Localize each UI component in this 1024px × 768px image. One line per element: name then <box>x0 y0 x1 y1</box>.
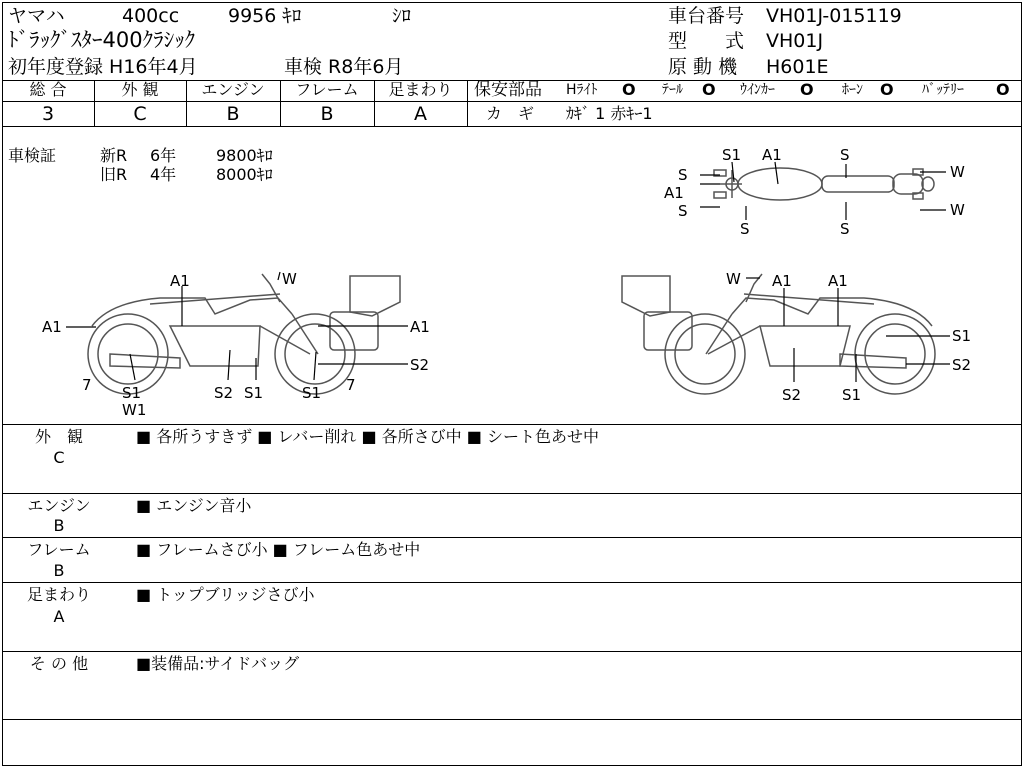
certificate-old-r: 旧R <box>100 165 128 184</box>
certificate-new-year: 6年 <box>150 146 177 165</box>
mark-a1-top2: A1 <box>762 146 782 164</box>
certificate-old-km: 8000ｷﾛ <box>216 165 273 184</box>
model-type-label: 型 式 <box>668 30 745 52</box>
engine-grade: B <box>226 103 240 125</box>
remark-grade: B <box>53 516 65 535</box>
mark-a1-left2: A1 <box>170 272 190 290</box>
key-label: カ ギ <box>486 104 535 123</box>
key-value: ｶｷﾞ 1 赤ｷｰ1 <box>566 104 653 123</box>
remark-text: ■ フレームさび小 ■ フレーム色あせ中 <box>136 540 421 559</box>
mark-w-left: W <box>282 270 297 288</box>
mark-a1-right2: A1 <box>828 272 848 290</box>
engine-number-label: 原 動 機 <box>668 56 738 78</box>
certificate-label: 車検証 <box>8 146 57 165</box>
remarks-divider-4 <box>2 651 1022 652</box>
remark-label: フレーム <box>27 540 91 559</box>
bike-top-view <box>714 168 934 200</box>
mark-s-top5: S <box>840 220 850 238</box>
remarks-divider-3 <box>2 582 1022 583</box>
overall-grade: 3 <box>41 103 55 125</box>
safety-divider <box>468 101 1022 102</box>
mark-s-top3: S <box>840 146 850 164</box>
mark-w-top2: W <box>950 201 965 219</box>
inspection-expiry: 車検 R8年6月 <box>284 56 404 78</box>
remarks-divider-1 <box>2 493 1022 494</box>
mark-s2-right2: S2 <box>782 386 802 404</box>
certificate-old-year: 4年 <box>150 165 177 184</box>
certificate-new-km: 9800ｷﾛ <box>216 146 273 165</box>
grade-col-5 <box>467 80 468 126</box>
remarks-bottom <box>2 719 1022 720</box>
overall-grade-label: 総 合 <box>29 80 67 99</box>
mark-s2-right1: S2 <box>952 356 972 374</box>
maker: ヤマハ <box>8 5 65 27</box>
mark-a1-right1: A1 <box>772 272 792 290</box>
mark-s-top4: S <box>740 220 750 238</box>
mark-a1-left3: A1 <box>410 318 430 336</box>
mark-w-right: W <box>726 270 741 288</box>
remark-label: エンジン <box>27 496 91 515</box>
safety-battery: ﾊﾞｯﾃﾘｰ <box>922 82 964 98</box>
mileage: 9956 ｷﾛ <box>228 5 302 27</box>
exterior-grade-label: 外 観 <box>121 80 159 99</box>
safety-parts-label: 保安部品 <box>474 80 542 100</box>
mark-s1-top: S1 <box>722 146 742 164</box>
remark-grade: A <box>53 607 65 626</box>
remarks-top <box>2 424 1022 425</box>
frame-number: VH01J-015119 <box>766 5 902 27</box>
remark-text: ■ エンジン音小 <box>136 496 252 515</box>
safety-winker: ｳｲﾝｶｰ <box>740 82 775 98</box>
safety-tail: ﾃｰﾙ <box>662 82 683 98</box>
remark-text: ■装備品:サイドバッグ <box>136 654 300 673</box>
mark-s1-right2: S1 <box>842 386 862 404</box>
body-color: ｼﾛ <box>392 5 412 27</box>
engine-number: H601E <box>766 56 829 78</box>
mark-s2-left1: S2 <box>410 356 430 374</box>
mark-w1-left: W1 <box>122 401 147 419</box>
suspension-grade: A <box>414 103 427 125</box>
remark-label: 足まわり <box>26 585 91 604</box>
mark-w-top1: W <box>950 163 965 181</box>
safety-tail-status: O <box>702 80 716 99</box>
damage-diagram <box>0 126 1024 426</box>
safety-horn-status: O <box>880 80 894 99</box>
suspension-grade-label: 足まわり <box>388 80 453 99</box>
safety-battery-status: O <box>996 80 1010 99</box>
mark-s1-left3: S1 <box>302 384 322 402</box>
model-type: VH01J <box>766 30 824 52</box>
safety-winker-status: O <box>800 80 814 99</box>
remark-text: ■ トップブリッジさび小 <box>136 585 315 604</box>
engine-grade-label: エンジン <box>201 80 265 99</box>
mark-7-left1: 7 <box>82 376 92 394</box>
frame-grade: B <box>320 103 334 125</box>
frame-number-label: 車台番号 <box>668 5 745 27</box>
remark-text: ■ 各所うすきず ■ レバー削れ ■ 各所さび中 ■ シート色あせ中 <box>136 427 599 446</box>
remark-grade: B <box>53 561 65 580</box>
mark-s1-left1: S1 <box>122 384 142 402</box>
safety-horn: ﾎｰﾝ <box>842 82 863 98</box>
displacement: 400cc <box>122 5 180 27</box>
safety-headlight: Hﾗｲﾄ <box>566 82 598 98</box>
remark-grade: C <box>53 448 65 467</box>
mark-7-left2: 7 <box>346 376 356 394</box>
model-name: ﾄﾞﾗｯｸﾞｽﾀｰ400ｸﾗｼｯｸ <box>8 28 196 52</box>
certificate-new-r: 新R <box>100 146 128 165</box>
first-registration: 初年度登録 H16年4月 <box>8 56 198 78</box>
remark-label: 外 観 <box>34 427 83 446</box>
safety-headlight-status: O <box>622 80 636 99</box>
remark-label: そ の 他 <box>29 654 89 673</box>
bike-right-view <box>622 274 935 394</box>
frame-grade-label: フレーム <box>295 80 359 99</box>
mark-a1-left1: A1 <box>42 318 62 336</box>
mark-s-top2: S <box>678 202 688 220</box>
exterior-grade: C <box>133 103 147 125</box>
mark-s1-left2: S1 <box>244 384 264 402</box>
mark-s-top1: S <box>678 166 688 184</box>
mark-a1-top1: A1 <box>664 184 684 202</box>
remarks-divider-2 <box>2 537 1022 538</box>
mark-s1-right1: S1 <box>952 327 972 345</box>
mark-s2-left2: S2 <box>214 384 234 402</box>
